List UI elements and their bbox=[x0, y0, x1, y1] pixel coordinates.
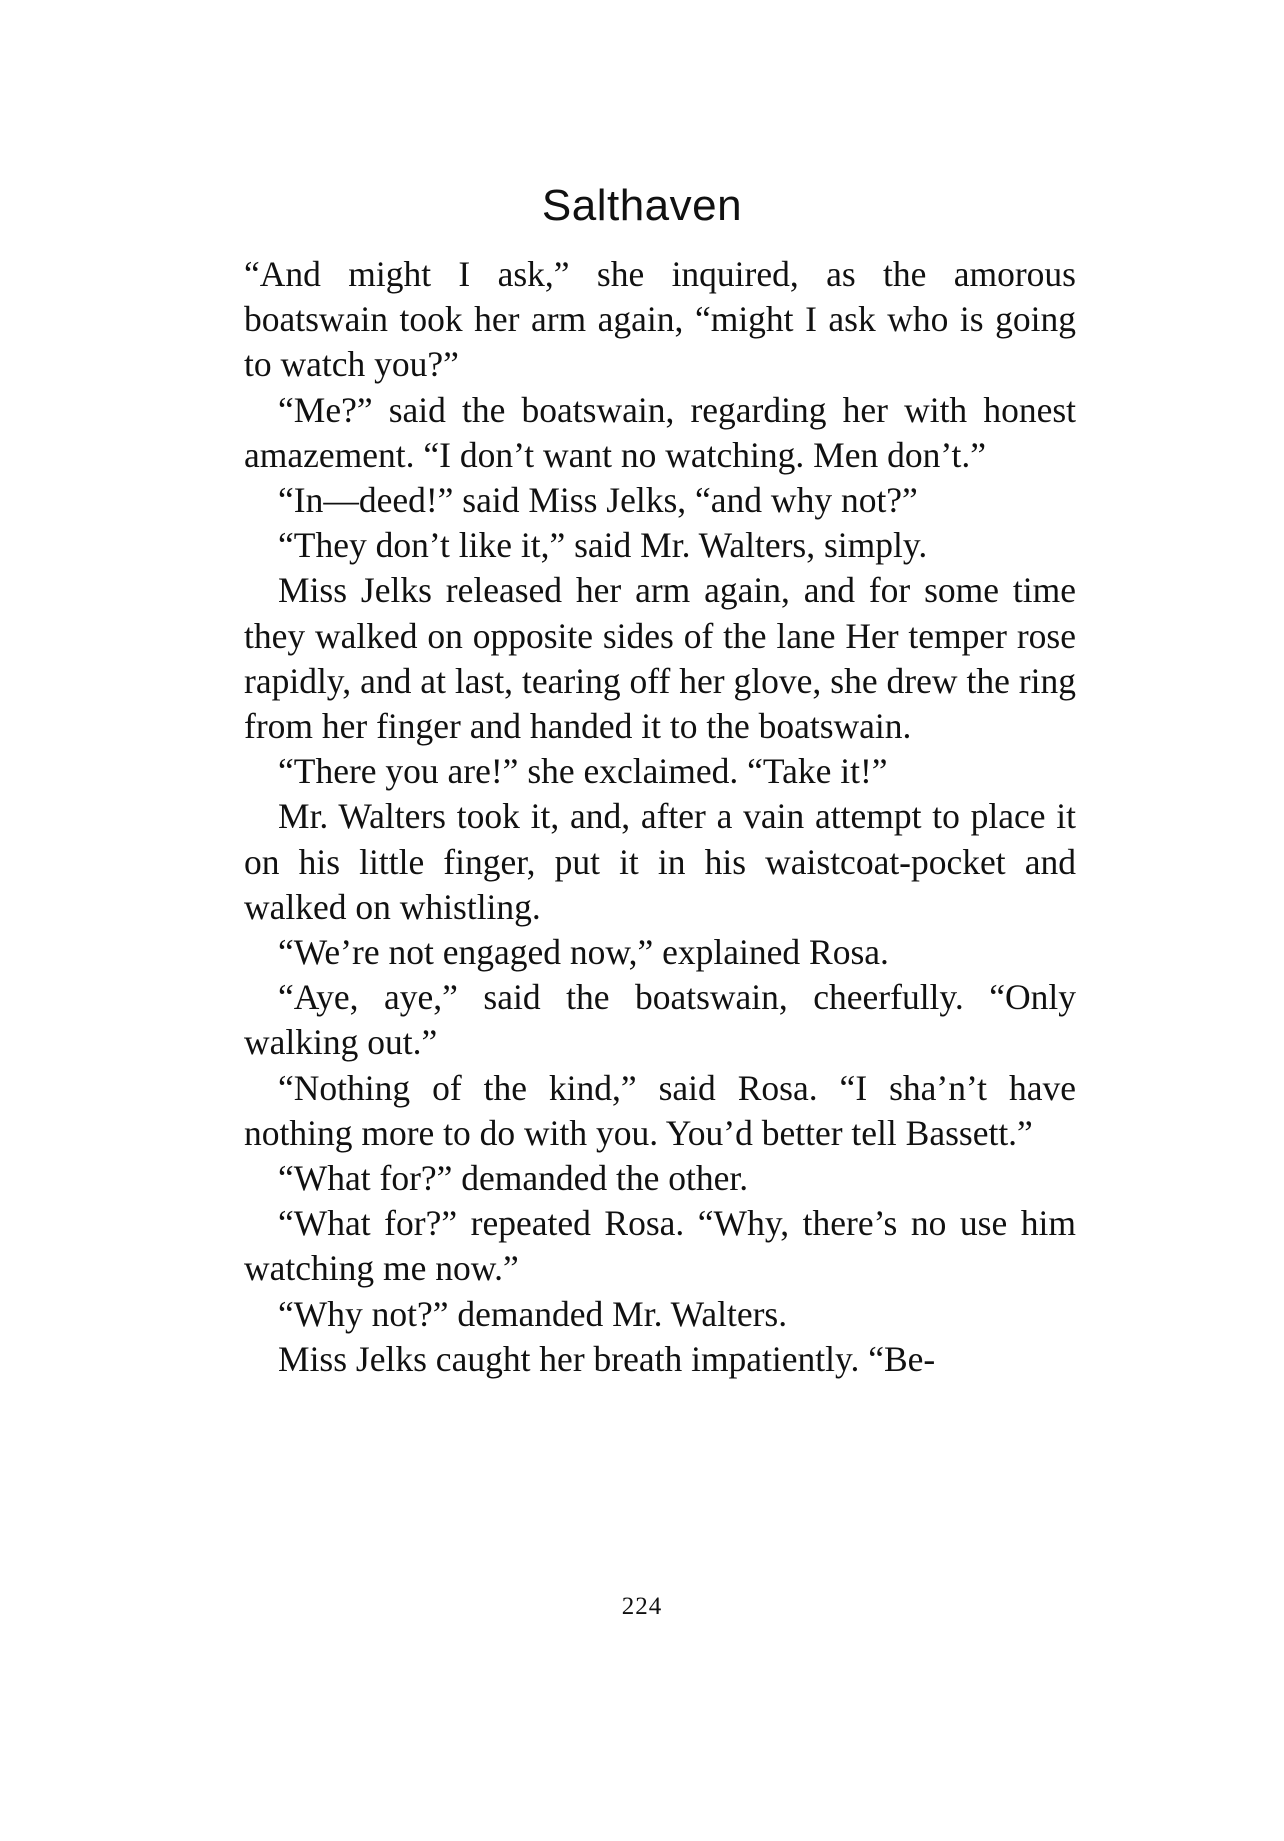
paragraph: “We’re not engaged now,” explained Rosa. bbox=[278, 932, 889, 973]
paragraph: Miss Jelks caught her breath impatiently. “Be- bbox=[278, 1338, 936, 1379]
paragraph: “And might I ask,” she inquired, as the amorous boatswain took her arm again, “might I ask who is going to watch you?” bbox=[244, 254, 1076, 385]
paragraph: “In—deed!” said Miss Jelks, “and why not?” bbox=[278, 480, 918, 521]
paragraph: “Aye, aye,” said the boatswain, cheerfully. “Only walking out.” bbox=[244, 977, 1076, 1063]
paragraph: “They don’t like it,” said Mr. Walters, simply. bbox=[278, 525, 928, 566]
paragraph: “Why not?” demanded Mr. Walters. bbox=[278, 1293, 788, 1334]
paragraph: Mr. Walters took it, and, after a vain attempt to place it on his little finger, put it in his waistcoat-pocket and walked on whistling. bbox=[244, 796, 1076, 927]
paragraph: “Nothing of the kind,” said Rosa. “I sha’n’t have nothing more to do with you. You’d better tell Bassett.” bbox=[244, 1067, 1076, 1153]
paragraph: “What for?” demanded the other. bbox=[278, 1158, 749, 1199]
paragraph: Miss Jelks released her arm again, and for some time they walked on opposite sides of the lane Her temper rose rapidly, and at last, tearing off her glove, she drew the ring from her finger and handed it to the boatswain. bbox=[244, 570, 1076, 747]
body-text bbox=[244, 252, 1076, 1382]
paragraph: “There you are!” she exclaimed. “Take it!” bbox=[278, 751, 888, 792]
paragraph: “What for?” repeated Rosa. “Why, there’s no use him watching me now.” bbox=[244, 1203, 1076, 1289]
page-number: 224 bbox=[621, 1593, 663, 1620]
paragraph: “Me?” said the boatswain, regarding her with honest amazement. “I don’t want no watching. Men don’t.” bbox=[244, 389, 1076, 475]
running-head: Salthaven bbox=[541, 181, 743, 230]
